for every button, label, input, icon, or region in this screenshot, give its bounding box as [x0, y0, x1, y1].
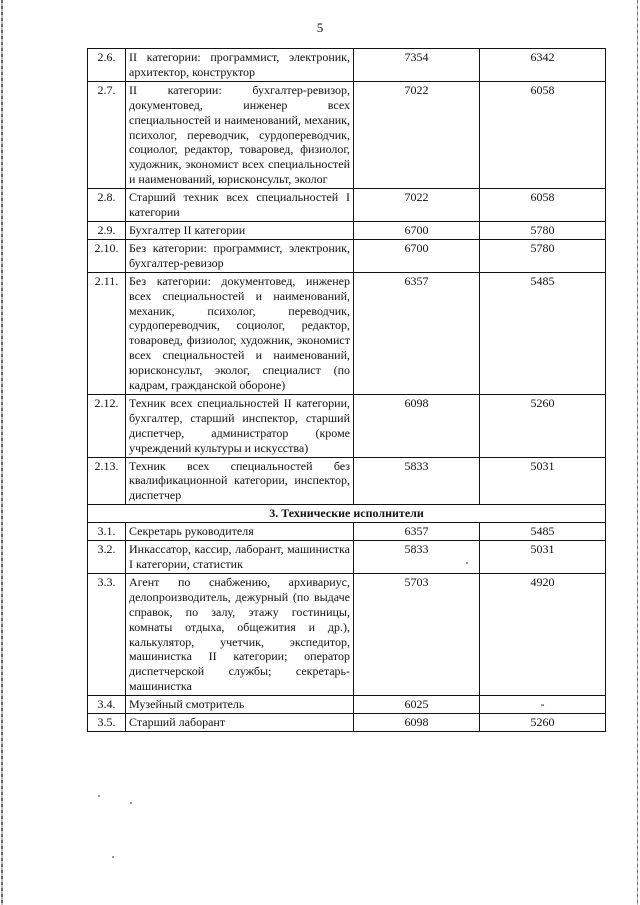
- salary-value-1: 6025: [354, 696, 480, 714]
- salary-value-2: 6058: [480, 81, 606, 188]
- salary-value-2: 5485: [480, 523, 606, 541]
- position-description: Без категории: документовед, инженер всех специальностей и наименований, механик, психолог, переводчик, сурдопереводчик, социолог, редактор, товаровед, физиолог, художник, экономист всех специальностей и наименований, юрисконсульт, эколог, специалист (по кадрам, гражданской обороне): [126, 272, 354, 394]
- row-number: 2.8.: [88, 189, 126, 222]
- salary-value-1: 6700: [354, 221, 480, 239]
- table-row: [88, 541, 606, 574]
- page-number: 5: [316, 20, 324, 35]
- table-row: [88, 523, 606, 541]
- row-number: 3.3.: [88, 573, 126, 695]
- salary-value-2: 6342: [480, 49, 606, 82]
- position-description: Бухгалтер II категории: [126, 221, 354, 239]
- position-description: Секретарь руководителя: [126, 523, 354, 541]
- row-number: 2.11.: [88, 272, 126, 394]
- salary-value-1: 7022: [354, 189, 480, 222]
- table-row: [88, 457, 606, 505]
- salary-value-1: 6357: [354, 523, 480, 541]
- row-number: 3.4.: [88, 696, 126, 714]
- table-row: [88, 189, 606, 222]
- row-number: 2.9.: [88, 221, 126, 239]
- row-number: 3.5.: [88, 714, 126, 732]
- salary-value-2: 5780: [480, 239, 606, 272]
- section-header-row: [88, 505, 606, 523]
- salary-value-2: 5780: [480, 221, 606, 239]
- position-description: II категории: бухгалтер-ревизор, документовед, инженер всех специальностей и наименований, механик, психолог, переводчик, сурдопереводчик, социолог, редактор, товаровед, физиолог, художник, экономист всех специальностей и наименований, юрисконсульт, эколог: [126, 81, 354, 188]
- scan-edge-left: [1, 0, 3, 905]
- row-number: 2.12.: [88, 394, 126, 457]
- table-row: [88, 714, 606, 732]
- table-row: [88, 49, 606, 82]
- table-row: [88, 394, 606, 457]
- position-description: Инкассатор, кассир, лаборант, машинистка I категории, статистик: [126, 541, 354, 574]
- position-description: Техник всех специальностей без квалификационной категории, инспектор, диспетчер: [126, 457, 354, 505]
- salary-value-1: 6098: [354, 714, 480, 732]
- salary-table: [87, 48, 606, 732]
- salary-value-1: 7354: [354, 49, 480, 82]
- position-description: Агент по снабжению, архивариус, делопроизводитель, дежурный (по выдаче справок, по залу, этажу гостиницы, комнаты отдыха, общежития и др.), калькулятор, учетчик, экспедитор, машинистка II категории; оператор диспетчерской службы; секретарь-машинистка: [126, 573, 354, 695]
- salary-value-1: 7022: [354, 81, 480, 188]
- row-number: 2.13.: [88, 457, 126, 505]
- position-description: II категории: программист, электроник, архитектор, конструктор: [126, 49, 354, 82]
- scan-speck: [98, 795, 100, 797]
- table-row: [88, 221, 606, 239]
- salary-value-2: 5485: [480, 272, 606, 394]
- salary-value-1: 5703: [354, 573, 480, 695]
- row-number: 2.10.: [88, 239, 126, 272]
- salary-value-2: 5031: [480, 457, 606, 505]
- row-number: 2.6.: [88, 49, 126, 82]
- scan-speck: [112, 856, 114, 858]
- scan-edge-right: [637, 0, 638, 905]
- position-description: Музейный смотритель: [126, 696, 354, 714]
- salary-value-2: 4920: [480, 573, 606, 695]
- position-description: Без категории: программист, электроник, бухгалтер-ревизор: [126, 239, 354, 272]
- salary-value-2: 5031: [480, 541, 606, 574]
- salary-value-2: 5260: [480, 394, 606, 457]
- salary-value-1: 6357: [354, 272, 480, 394]
- salary-table-body: [88, 49, 606, 732]
- table-row: [88, 272, 606, 394]
- row-number: 3.2.: [88, 541, 126, 574]
- position-description: Старший лаборант: [126, 714, 354, 732]
- table-row: [88, 573, 606, 695]
- salary-value-2: 6058: [480, 189, 606, 222]
- scan-speck: [130, 802, 132, 804]
- salary-value-1: 5833: [354, 541, 480, 574]
- salary-value-2: 5260: [480, 714, 606, 732]
- salary-value-1: 6098: [354, 394, 480, 457]
- row-number: 3.1.: [88, 523, 126, 541]
- salary-value-2: -: [480, 696, 606, 714]
- table-row: [88, 81, 606, 188]
- salary-value-1: 5833: [354, 457, 480, 505]
- table-row: [88, 696, 606, 714]
- position-description: Старший техник всех специальностей I категории: [126, 189, 354, 222]
- scan-speck: [466, 562, 468, 564]
- section-title: 3. Технические исполнители: [88, 505, 606, 523]
- table-row: [88, 239, 606, 272]
- salary-value-1: 6700: [354, 239, 480, 272]
- row-number: 2.7.: [88, 81, 126, 188]
- position-description: Техник всех специальностей II категории, бухгалтер, старший инспектор, старший диспетчер, администратор (кроме учреждений культуры и искусства): [126, 394, 354, 457]
